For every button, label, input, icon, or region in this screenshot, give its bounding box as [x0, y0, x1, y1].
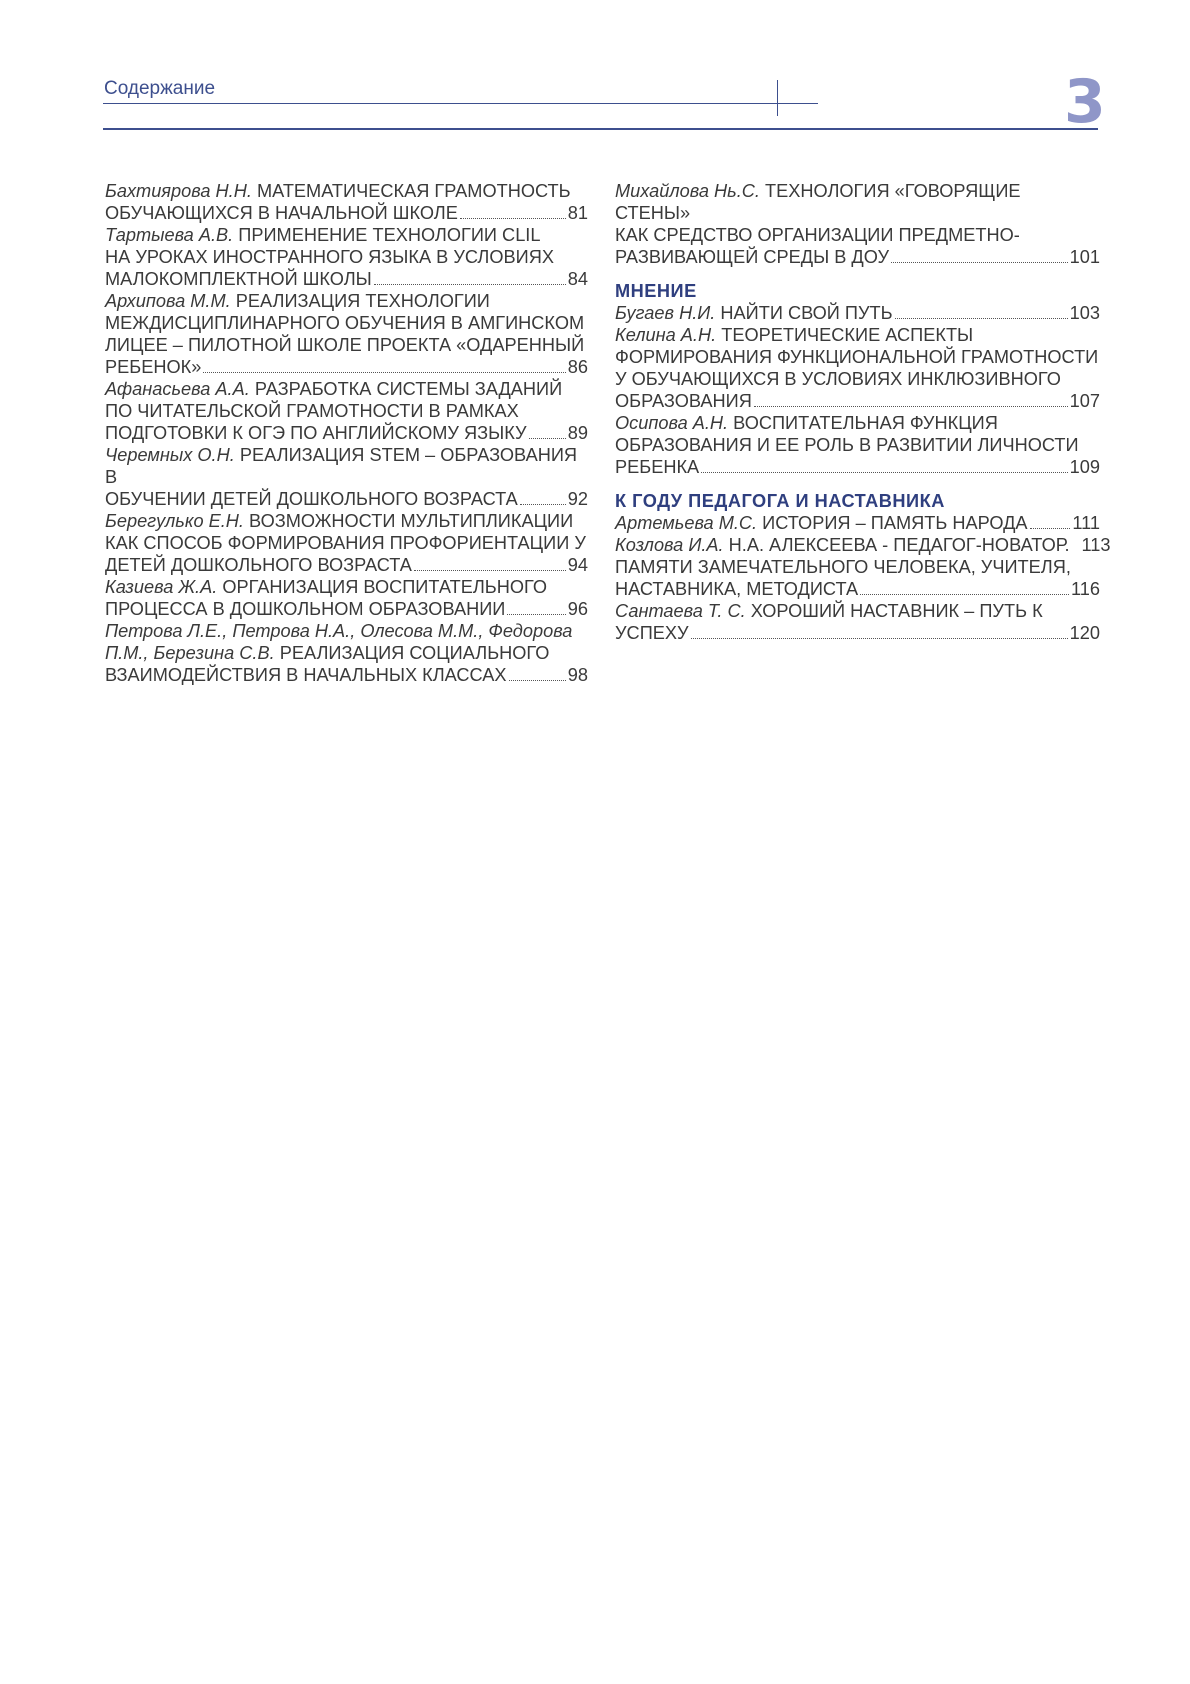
- toc-entry[interactable]: [105, 224, 588, 290]
- toc-entry-title: ОБРАЗОВАНИЯ: [615, 391, 752, 411]
- dot-leader: [895, 318, 1068, 319]
- toc-entry[interactable]: [615, 412, 1100, 478]
- dot-leader: [691, 638, 1068, 639]
- toc-page-number: 120: [1069, 623, 1100, 643]
- toc-page-number: 103: [1069, 303, 1100, 323]
- toc-entry-line: Сантаева Т. С. ХОРОШИЙ НАСТАВНИК – ПУТЬ К: [615, 601, 1043, 621]
- toc-entry-title: ДЕТЕЙ ДОШКОЛЬНОГО ВОЗРАСТА: [105, 555, 412, 575]
- toc-right-column: [615, 180, 1111, 644]
- toc-entry-line: ФОРМИРОВАНИЯ ФУНКЦИОНАЛЬНОЙ ГРАМОТНОСТИ: [615, 347, 1099, 367]
- dot-leader: [529, 438, 566, 439]
- toc-entry-title: МАЛОКОМПЛЕКТНОЙ ШКОЛЫ: [105, 269, 372, 289]
- toc-entry[interactable]: [615, 534, 1111, 556]
- toc-entry[interactable]: [615, 600, 1100, 644]
- toc-entry[interactable]: [615, 302, 1100, 324]
- dot-leader: [507, 614, 565, 615]
- dot-leader: [1030, 528, 1071, 529]
- toc-entry-line: Тартыева А.В. ПРИМЕНЕНИЕ ТЕХНОЛОГИИ CLIL: [105, 225, 541, 245]
- toc-entry-title: Бугаев Н.И. НАЙТИ СВОЙ ПУТЬ: [615, 303, 893, 323]
- toc-entry[interactable]: [105, 180, 588, 224]
- toc-entry-line: Казиева Ж.А. ОРГАНИЗАЦИЯ ВОСПИТАТЕЛЬНОГО: [105, 577, 547, 597]
- toc-entry-title: НАСТАВНИКА, МЕТОДИСТА: [615, 579, 859, 599]
- toc-entry-line: П.М., Березина С.В. РЕАЛИЗАЦИЯ СОЦИАЛЬНОГО: [105, 643, 550, 663]
- toc-entry[interactable]: [105, 378, 588, 444]
- toc-entry[interactable]: [105, 620, 588, 686]
- toc-entry-line: Келина А.Н. ТЕОРЕТИЧЕСКИЕ АСПЕКТЫ: [615, 325, 974, 345]
- toc-entry-line: Черемных О.Н. РЕАЛИЗАЦИЯ STEM – ОБРАЗОВАНИЯ В: [105, 445, 578, 487]
- toc-entry[interactable]: [615, 512, 1100, 534]
- toc-page-number: 98: [567, 665, 588, 685]
- toc-entry-title: РЕБЕНКА: [615, 457, 700, 477]
- toc-entry-title: УСПЕХУ: [615, 623, 689, 643]
- toc-page-number: 107: [1069, 391, 1100, 411]
- toc-entry-title: Козлова И.А. Н.А. АЛЕКСЕЕВА - ПЕДАГОГ-НОВАТОР.: [615, 535, 1070, 555]
- toc-entry-line: Петрова Л.Е., Петрова Н.А., Олесова М.М., Федорова: [105, 621, 573, 641]
- toc-page-number: 94: [567, 555, 588, 575]
- toc-entry-line: КАК СРЕДСТВО ОРГАНИЗАЦИИ ПРЕДМЕТНО-: [615, 225, 1020, 245]
- toc-left-column: [105, 180, 588, 686]
- toc-entry-line: МЕЖДИСЦИПЛИНАРНОГО ОБУЧЕНИЯ В АМГИНСКОМ: [105, 313, 585, 333]
- toc-entry-line: ЛИЦЕЕ – ПИЛОТНОЙ ШКОЛЕ ПРОЕКТА «ОДАРЕННЫЙ: [105, 335, 585, 355]
- toc-entry-line: Архипова М.М. РЕАЛИЗАЦИЯ ТЕХНОЛОГИИ: [105, 291, 490, 311]
- toc-entry-line: Афанасьева А.А. РАЗРАБОТКА СИСТЕМЫ ЗАДАНИЙ: [105, 379, 563, 399]
- toc-page-number: 113: [1081, 535, 1111, 555]
- toc-entry-title: ОБУЧЕНИИ ДЕТЕЙ ДОШКОЛЬНОГО ВОЗРАСТА: [105, 489, 518, 509]
- toc-entry-line: ОБРАЗОВАНИЯ И ЕЕ РОЛЬ В РАЗВИТИИ ЛИЧНОСТИ: [615, 435, 1079, 455]
- toc-entry[interactable]: [105, 444, 588, 510]
- toc-entry-title: ПРОЦЕССА В ДОШКОЛЬНОМ ОБРАЗОВАНИИ: [105, 599, 506, 619]
- toc-entry[interactable]: [615, 556, 1100, 600]
- toc-entry-line: Михайлова Нь.С. ТЕХНОЛОГИЯ «ГОВОРЯЩИЕ СТЕНЫ»: [615, 181, 1021, 223]
- toc-page-number: 86: [567, 357, 588, 377]
- section-title: Содержание: [104, 78, 216, 99]
- page-number: 3: [1064, 67, 1106, 137]
- dot-leader: [860, 594, 1069, 595]
- toc-entry-line: Берегулько Е.Н. ВОЗМОЖНОСТИ МУЛЬТИПЛИКАЦИИ: [105, 511, 574, 531]
- toc-entry-line: У ОБУЧАЮЩИХСЯ В УСЛОВИЯХ ИНКЛЮЗИВНОГО: [615, 369, 1061, 389]
- toc-entry-line: Осипова А.Н. ВОСПИТАТЕЛЬНАЯ ФУНКЦИЯ: [615, 413, 998, 433]
- toc-page-number: 89: [567, 423, 588, 443]
- toc-entry-title: Артемьева М.С. ИСТОРИЯ – ПАМЯТЬ НАРОДА: [615, 513, 1028, 533]
- toc-entry[interactable]: [615, 180, 1100, 268]
- dot-leader: [701, 472, 1067, 473]
- toc-entry-line: Бахтиярова Н.Н. МАТЕМАТИЧЕСКАЯ ГРАМОТНОСТЬ: [105, 181, 571, 201]
- dot-leader: [754, 406, 1068, 407]
- toc-page-number: 111: [1072, 513, 1100, 533]
- header-rule: [103, 103, 818, 104]
- dot-leader: [891, 262, 1068, 263]
- toc-entry-line: КАК СПОСОБ ФОРМИРОВАНИЯ ПРОФОРИЕНТАЦИИ У: [105, 533, 586, 553]
- toc-entry[interactable]: [105, 290, 588, 378]
- toc-entry[interactable]: [105, 576, 588, 620]
- toc-page-number: 101: [1069, 247, 1100, 267]
- toc-page-number: 84: [567, 269, 588, 289]
- toc-entry-title: РЕБЕНОК»: [105, 357, 202, 377]
- header-divider: [777, 80, 778, 116]
- toc-entry-line: ПО ЧИТАТЕЛЬСКОЙ ГРАМОТНОСТИ В РАМКАХ: [105, 401, 519, 421]
- toc-page-number: 109: [1069, 457, 1100, 477]
- toc-page-number: 92: [567, 489, 588, 509]
- toc-entry-line: ПАМЯТИ ЗАМЕЧАТЕЛЬНОГО ЧЕЛОВЕКА, УЧИТЕЛЯ,: [615, 557, 1071, 577]
- dot-leader: [203, 372, 565, 373]
- toc-entry-title: РАЗВИВАЮЩЕЙ СРЕДЫ В ДОУ: [615, 247, 890, 267]
- toc-entry-title: ОБУЧАЮЩИХСЯ В НАЧАЛЬНОЙ ШКОЛЕ: [105, 203, 458, 223]
- toc-page-number: 116: [1071, 579, 1100, 599]
- toc-entry[interactable]: [105, 510, 588, 576]
- toc-entry-line: НА УРОКАХ ИНОСТРАННОГО ЯЗЫКА В УСЛОВИЯХ: [105, 247, 554, 267]
- header-underline: [103, 128, 1098, 130]
- toc-page-number: 96: [567, 599, 588, 619]
- dot-leader: [520, 504, 566, 505]
- toc-page-number: 81: [567, 203, 588, 223]
- toc-section-heading: МНЕНИЕ: [615, 281, 697, 301]
- toc-section-heading: К ГОДУ ПЕДАГОГА И НАСТАВНИКА: [615, 491, 945, 511]
- toc-entry-title: ВЗАИМОДЕЙСТВИЯ В НАЧАЛЬНЫХ КЛАССАХ: [105, 665, 507, 685]
- dot-leader: [460, 218, 566, 219]
- dot-leader: [509, 680, 566, 681]
- dot-leader: [374, 284, 566, 285]
- dot-leader: [414, 570, 566, 571]
- toc-entry[interactable]: [615, 324, 1100, 412]
- toc-entry-title: ПОДГОТОВКИ К ОГЭ ПО АНГЛИЙСКОМУ ЯЗЫКУ: [105, 423, 527, 443]
